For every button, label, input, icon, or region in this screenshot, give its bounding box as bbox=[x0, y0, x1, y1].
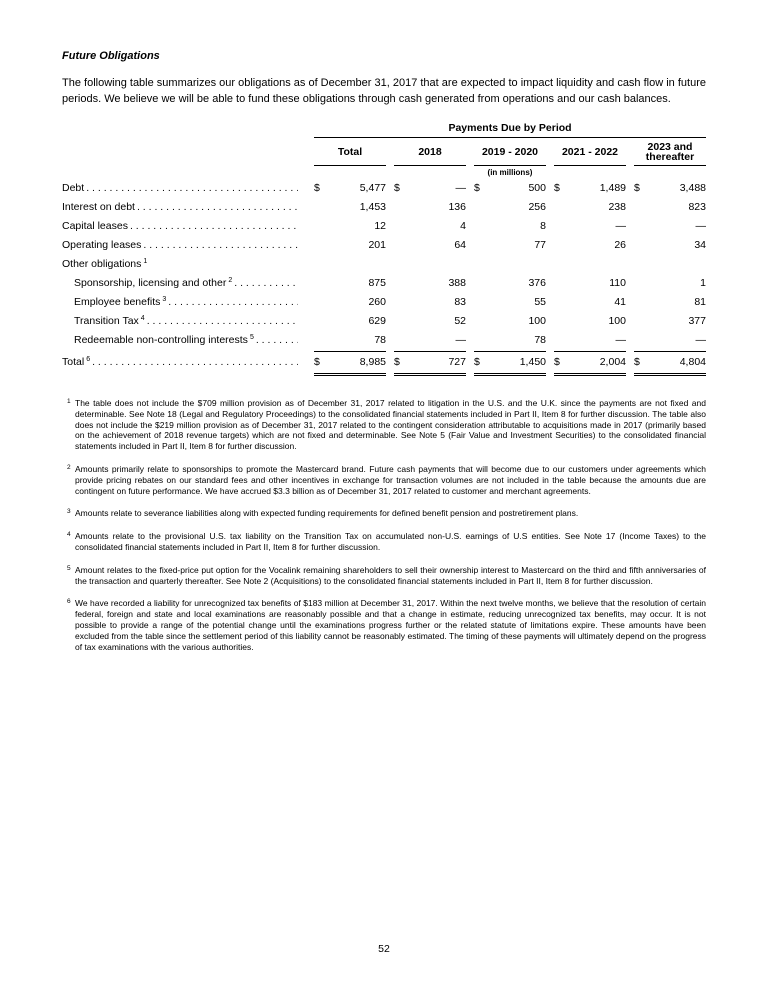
footnote-6 bbox=[67, 598, 706, 652]
dot-leader bbox=[130, 217, 298, 236]
cell-2023-thereafter: — bbox=[695, 334, 706, 346]
table-row-capital-leases bbox=[62, 217, 706, 236]
table-row-total bbox=[62, 351, 706, 376]
currency-symbol: $ bbox=[634, 182, 640, 194]
cell-2018: 83 bbox=[454, 296, 466, 308]
cell-total: 1,453 bbox=[359, 201, 386, 213]
section-heading: Future Obligations bbox=[62, 50, 160, 62]
currency-symbol: $ bbox=[554, 356, 560, 368]
table-row-employee-benefits bbox=[62, 293, 706, 312]
cell-2019-2020: $ 1,450 bbox=[474, 351, 546, 376]
footnote-number: 6 bbox=[67, 598, 71, 606]
currency-symbol: $ bbox=[314, 182, 320, 194]
column-header-2019-2020: 2019 - 2020 bbox=[474, 141, 546, 166]
cell-2021-2022: — bbox=[615, 334, 626, 346]
footnote-number: 2 bbox=[67, 463, 71, 471]
cell-2019-2020: $ 500 bbox=[474, 179, 546, 198]
empty-label-cell bbox=[62, 122, 306, 138]
footnote-5 bbox=[67, 565, 706, 587]
column-header-2021-2022: 2021 - 2022 bbox=[554, 141, 626, 166]
row-label: Debt . . . bbox=[62, 179, 306, 198]
cell-2021-2022: 110 bbox=[609, 277, 626, 289]
footnote-text: Amounts relate to the provisional U.S. tax liability on the Transition Tax on accumulated non-U.S. earnings of U.S entities. See Note 17 (Income Taxes) to the consolidated financial statements included in Part II, Item 8 for further discussion. bbox=[75, 531, 706, 552]
cell-2021-2022: — bbox=[615, 220, 626, 232]
footnote-4 bbox=[67, 531, 706, 553]
table-units-row bbox=[62, 168, 706, 177]
currency-symbol: $ bbox=[474, 356, 480, 368]
dot-leader bbox=[234, 274, 298, 293]
footnote-number: 1 bbox=[67, 398, 71, 405]
row-label: Redeemable non-controlling interests $^5$ . . . bbox=[62, 331, 306, 350]
cell-2018: 388 bbox=[448, 277, 466, 289]
cell-2023-thereafter: — bbox=[695, 220, 706, 232]
row-label: Sponsorship, licensing and other $^2$ . . . bbox=[62, 274, 306, 293]
cell-2023-thereafter: 823 bbox=[688, 201, 706, 213]
table-row-redeemable-nci bbox=[62, 331, 706, 350]
cell-2021-2022: 238 bbox=[608, 201, 626, 213]
footnote-text: We have recorded a liability for unrecognized tax benefits of $183 million at December 31, 2017. Within the next twelve months, we believe that the resolution of certain federal, foreign and state and local examinations are reasonably possible and that a change in estimate, reducing unrecognized tax benefits, may occur. It is not possible to provide a range of the potential change until the examinations progress further or the related statute of limitations expire. These amounts have been excluded from the table since the settlement period of this liability cannot be reasonably estimated. The timing of these payments will ultimately depend on the progress of tax examinations with the various authorities. bbox=[75, 598, 706, 652]
table-header-row bbox=[62, 141, 706, 166]
empty-label-cell bbox=[62, 168, 306, 177]
group-header: Payments Due by Period bbox=[314, 122, 706, 138]
cell-total: 260 bbox=[368, 296, 386, 308]
column-header-total: Total bbox=[314, 141, 386, 166]
footnote-number: 5 bbox=[67, 564, 71, 572]
currency-symbol: $ bbox=[474, 182, 480, 194]
empty-label-cell bbox=[62, 141, 306, 166]
intro-paragraph: The following table summarizes our obligations as of December 31, 2017 that are expected to impact liquidity and cash flow in future periods. We believe we will be able to fund these obligations through cash generated from operations and our cash balances. bbox=[62, 77, 706, 105]
dot-leader bbox=[256, 331, 298, 350]
row-label: Employee benefits $^3$ . . . bbox=[62, 293, 306, 312]
footnote-1 bbox=[67, 398, 706, 452]
currency-symbol: $ bbox=[554, 182, 560, 194]
currency-symbol: $ bbox=[634, 356, 640, 368]
cell-2023-thereafter: 34 bbox=[694, 239, 706, 251]
cell-2021-2022: 41 bbox=[614, 296, 626, 308]
footnote-marker: 6 bbox=[86, 355, 91, 363]
cell-2021-2022: $ 1,489 bbox=[554, 179, 626, 198]
dot-leader bbox=[168, 293, 298, 312]
dot-leader bbox=[86, 179, 298, 198]
cell-total: 875 bbox=[368, 277, 386, 289]
footnote-text: Amount relates to the fixed-price put option for the Vocalink remaining shareholders to sell their ownership interest to Mastercard on the third and fifth anniversaries of the transaction and quarterly thereafter. See Note 2 (Acquisitions) to the consolidated financial statements included in Part II, Item 8 for further discussion. bbox=[75, 564, 706, 586]
table-row-debt bbox=[62, 179, 706, 198]
cell-2018: $ — bbox=[394, 179, 466, 198]
column-header-2023-thereafter: 2023 and thereafter bbox=[634, 141, 706, 166]
cell-2021-2022: 26 bbox=[614, 239, 626, 251]
footnote-marker: 2 bbox=[228, 276, 233, 284]
cell-total: $ 5,477 bbox=[314, 179, 386, 198]
footnote-text: Amounts primarily relate to sponsorships to promote the Mastercard brand. Future cash payments that will become due to our customers under agreements which provide pricing rebates on our standard fees and other incentives in exchange for transaction volumes are not included in the table because the amounts due are contingent on future performance. We have accrued $3.3 billion as of December 31, 2017 related to customer and merchant agreements. bbox=[75, 463, 706, 496]
cell-total: 12 bbox=[374, 220, 386, 232]
row-label: Interest on debt . . . bbox=[62, 198, 306, 217]
dot-leader bbox=[92, 354, 298, 376]
cell-2018: 136 bbox=[448, 201, 466, 213]
row-label: Total $^6$ . . . bbox=[62, 351, 306, 376]
footnote-marker: 4 bbox=[140, 314, 145, 322]
units-note: (in millions) bbox=[487, 168, 533, 177]
cell-total: 78 bbox=[374, 334, 386, 346]
table-group-header-row bbox=[62, 122, 706, 138]
cell-total: 201 bbox=[368, 239, 386, 251]
future-obligations-table bbox=[62, 122, 706, 376]
column-header-2018: 2018 bbox=[394, 141, 466, 166]
table-row-sponsorship bbox=[62, 274, 706, 293]
currency-symbol: $ bbox=[314, 356, 320, 368]
row-label: Transition Tax $^4$ . . . bbox=[62, 312, 306, 331]
cell-2021-2022: 100 bbox=[608, 315, 626, 327]
footnote-2 bbox=[67, 464, 706, 496]
row-label: Operating leases . . . bbox=[62, 236, 306, 255]
cell-2019-2020: 78 bbox=[534, 334, 546, 346]
cell-2019-2020: 8 bbox=[540, 220, 546, 232]
cell-2023-thereafter: 81 bbox=[694, 296, 706, 308]
cell-total: 629 bbox=[368, 315, 386, 327]
footnote-text: Amounts relate to severance liabilities along with expected funding requirements for defined benefit pension and postretirement plans. bbox=[75, 508, 579, 519]
cell-2023-thereafter: $ 4,804 bbox=[634, 351, 706, 376]
footnote-number: 4 bbox=[67, 531, 71, 539]
cell-2019-2020: 256 bbox=[528, 201, 546, 213]
cell-2023-thereafter: 377 bbox=[688, 315, 706, 327]
table-row-interest-on-debt bbox=[62, 198, 706, 217]
table-row-other-obligations bbox=[62, 255, 706, 274]
cell-2021-2022: $ 2,004 bbox=[554, 351, 626, 376]
footnote-marker: 5 bbox=[249, 333, 254, 341]
cell-2018: $ 727 bbox=[394, 351, 466, 376]
currency-symbol: $ bbox=[394, 182, 400, 194]
footnotes-section bbox=[62, 398, 706, 652]
cell-2018: 64 bbox=[454, 239, 466, 251]
row-label: Other obligations $^1$ bbox=[62, 257, 148, 270]
cell-2018: — bbox=[455, 334, 466, 346]
footnote-marker: 3 bbox=[162, 295, 167, 303]
cell-2019-2020: 77 bbox=[534, 239, 546, 251]
dot-leader bbox=[137, 198, 298, 217]
footnote-text: The table does not include the $709 million provision as of December 31, 2017 related to litigation in the U.S. and the U.K. since the payments are not fixed and determinable. See Note 18 (Legal and Regulatory Proceedings) to the consolidated financial statements included in Part II, Item 8 for further discussion. The table also does not include the $219 million provision as of December 31, 2017 related to the contingent consideration attributable to acquisitions made in 2017 (primarily based on the achievement of 2018 revenue targets) which are not fixed and determinable. See Note 5 (Fair Value and Investment Securities) to the consolidated financial statements included in Part II, Item 8 for further discussion. bbox=[75, 398, 706, 452]
footnote-3 bbox=[67, 508, 706, 519]
dot-leader bbox=[143, 236, 298, 255]
footnote-marker: 1 bbox=[143, 257, 148, 265]
currency-symbol: $ bbox=[394, 356, 400, 368]
footnote-number: 3 bbox=[67, 508, 71, 516]
cell-2018: 4 bbox=[460, 220, 466, 232]
cell-2019-2020: 55 bbox=[534, 296, 546, 308]
cell-2019-2020: 376 bbox=[528, 277, 546, 289]
cell-2019-2020: 100 bbox=[528, 315, 546, 327]
table-row-transition-tax bbox=[62, 312, 706, 331]
cell-total: $ 8,985 bbox=[314, 351, 386, 376]
dot-leader bbox=[147, 312, 298, 331]
cell-2018: 52 bbox=[454, 315, 466, 327]
cell-2023-thereafter: $ 3,488 bbox=[634, 179, 706, 198]
table-row-operating-leases bbox=[62, 236, 706, 255]
cell-2023-thereafter: 1 bbox=[700, 277, 706, 289]
row-label: Capital leases . . . bbox=[62, 217, 306, 236]
page-number: 52 bbox=[378, 943, 390, 955]
